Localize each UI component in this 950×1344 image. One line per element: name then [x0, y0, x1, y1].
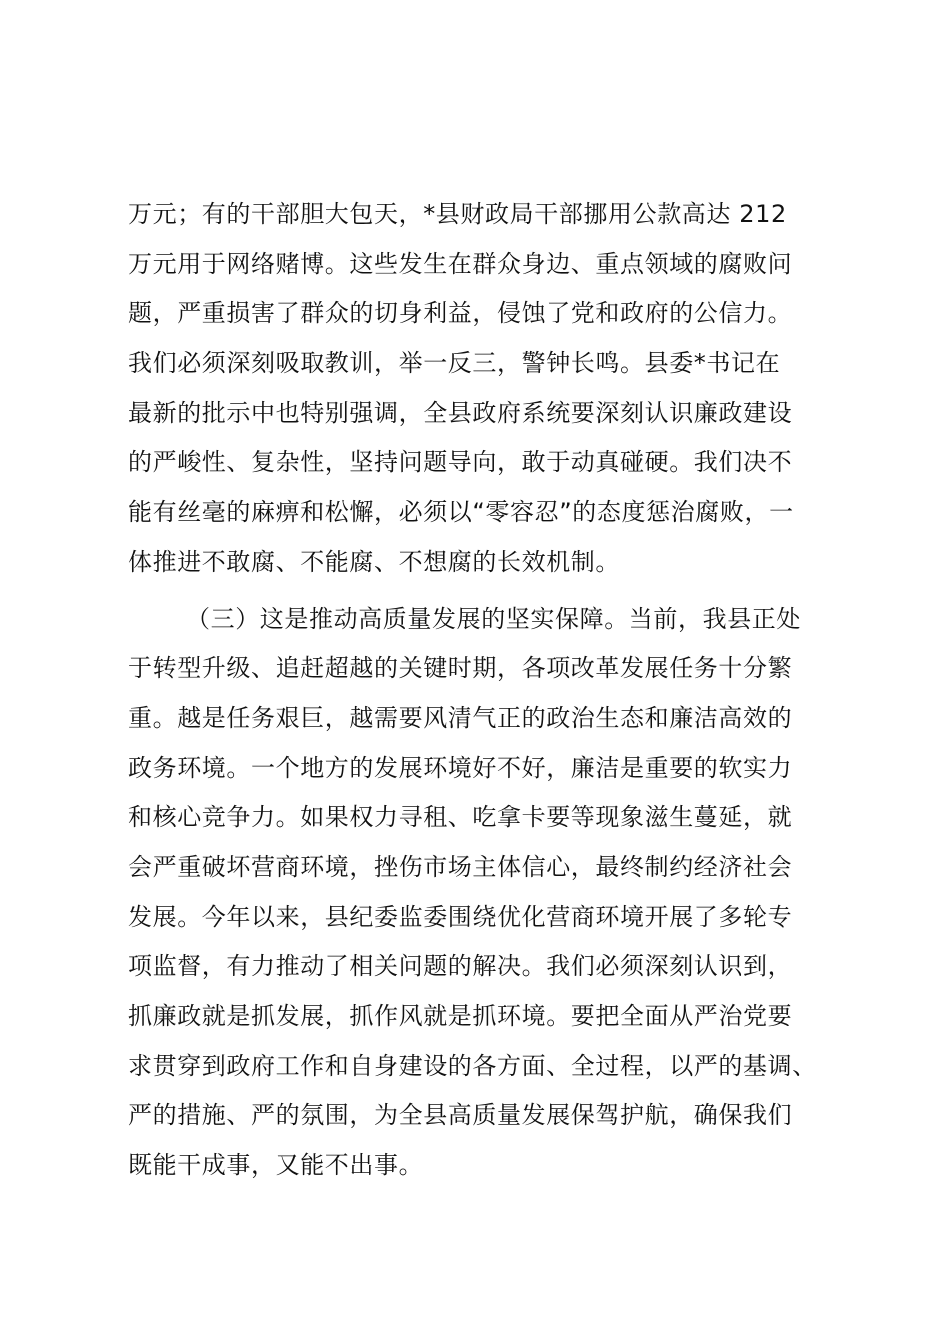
paragraph-line: 会严重破坏营商环境，挫伤市场主体信心，最终制约经济社会 [128, 852, 793, 881]
paragraph-line: 发展。今年以来，县纪委监委围绕优化营商环境开展了多轮专 [128, 902, 793, 931]
paragraph-line: 万元用于网络赌博。这些发生在群众身边、重点领域的腐败问 [128, 249, 793, 278]
paragraph-line: 题，严重损害了群众的切身利益，侵蚀了党和政府的公信力。 [128, 299, 793, 328]
paragraph-line: 万元；有的干部胆大包天，*县财政局干部挪用公款高达 212 [128, 200, 787, 228]
paragraph-line: 既能干成事，又能不出事。 [128, 1151, 424, 1180]
paragraph-line: 我们必须深刻吸取教训，举一反三，警钟长鸣。县委*书记在 [128, 349, 781, 378]
paragraph-line: 重。越是任务艰巨，越需要风清气正的政治生态和廉洁高效的 [128, 703, 793, 732]
paragraph-1 [128, 190, 828, 588]
paragraph-line: 项监督，有力推动了相关问题的解决。我们必须深刻认识到， [128, 952, 793, 981]
paragraph-line: 于转型升级、追赶超越的关键时期，各项改革发展任务十分繁 [128, 654, 793, 683]
paragraph-line: 能有丝毫的麻痹和松懈，必须以“零容忍”的态度惩治腐败，一 [128, 498, 794, 527]
paragraph-line: 和核心竞争力。如果权力寻租、吃拿卡要等现象滋生蔓延，就 [128, 803, 793, 832]
paragraph-line: 严的措施、严的氛围，为全县高质量发展保驾护航，确保我们 [128, 1101, 793, 1130]
paragraph-line: 求贯穿到政府工作和自身建设的各方面、全过程，以严的基调、 [128, 1051, 817, 1080]
paragraph-line: （三）这是推动高质量发展的坚实保障。当前，我县正处 [186, 604, 801, 633]
paragraph-2 [128, 595, 828, 1191]
document-body [128, 190, 828, 1191]
paragraph-line: 政务环境。一个地方的发展环境好不好，廉洁是重要的软实力 [128, 753, 793, 782]
paragraph-line: 体推进不敢腐、不能腐、不想腐的长效机制。 [128, 547, 620, 576]
paragraph-line: 抓廉政就是抓发展，抓作风就是抓环境。要把全面从严治党要 [128, 1002, 793, 1030]
paragraph-spacing [128, 588, 828, 595]
paragraph-line: 的严峻性、复杂性，坚持问题导向，敢于动真碰硬。我们决不 [128, 448, 793, 477]
paragraph-line: 最新的批示中也特别强调，全县政府系统要深刻认识廉政建设 [128, 398, 793, 427]
